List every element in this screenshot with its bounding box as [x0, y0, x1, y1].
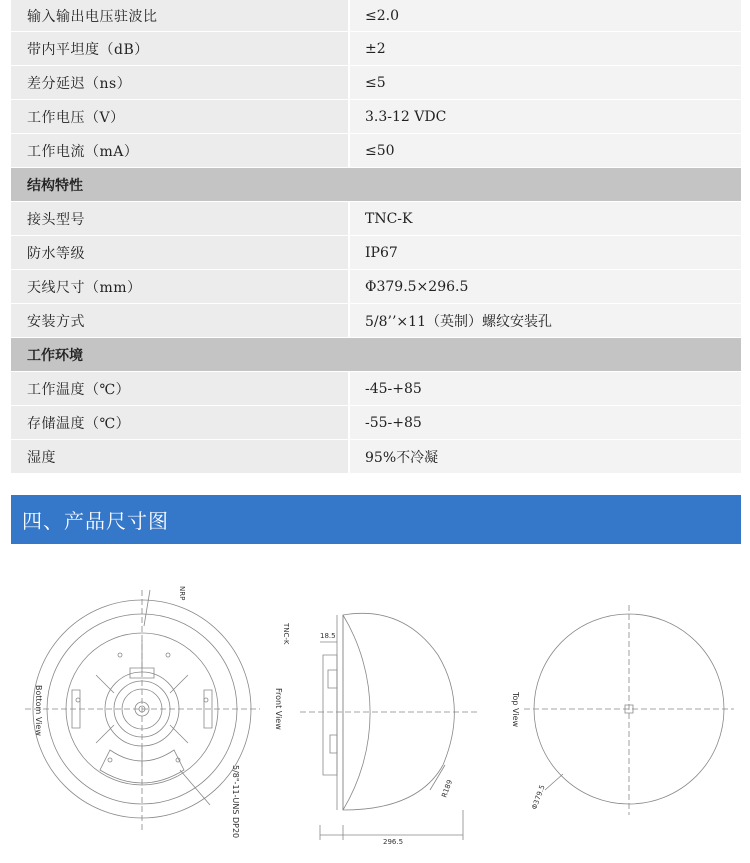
spec-value: ≤2.0 [350, 0, 741, 31]
spec-row [11, 270, 741, 304]
spec-value: Φ379.5×296.5 [350, 270, 741, 303]
top-view-drawing [524, 605, 734, 815]
spec-value: TNC-K [350, 202, 741, 235]
spec-value: ±2 [350, 32, 741, 65]
spec-key: 天线尺寸（mm） [11, 270, 348, 303]
spec-key: 安装方式 [11, 304, 348, 337]
dim-width: 296.5 [383, 838, 404, 846]
top-view-label: Top View [511, 692, 520, 728]
spec-value: IP67 [350, 236, 741, 269]
spec-row [11, 236, 741, 270]
spec-key: 差分延迟（ns） [11, 66, 348, 99]
thread-label: 5/8"-11-UNS DP20 [231, 765, 240, 839]
spec-row [11, 0, 741, 32]
spec-row [11, 32, 741, 66]
spec-value: ≤5 [350, 66, 741, 99]
spec-value: -55-+85 [350, 406, 741, 439]
spec-row [11, 100, 741, 134]
spec-key: 工作电压（V） [11, 100, 348, 133]
connector-label: TNC-K [282, 623, 290, 645]
bottom-view-drawing [25, 590, 260, 830]
spec-value: ≤50 [350, 134, 741, 167]
section-header-label: 工作环境 [27, 347, 83, 364]
dim-18-5: 18.5 [320, 632, 336, 640]
dim-radius: R189 [440, 778, 455, 799]
spec-section-header [11, 168, 741, 202]
north-label: NRP [178, 586, 186, 601]
spec-value: 5/8’’×11（英制）螺纹安装孔 [350, 304, 741, 337]
spec-row [11, 440, 741, 474]
spec-row [11, 406, 741, 440]
spec-key: 湿度 [11, 440, 348, 473]
spec-value: -45-+85 [350, 372, 741, 405]
section-header-label: 结构特性 [27, 177, 83, 194]
spec-row [11, 134, 741, 168]
spec-key: 接头型号 [11, 202, 348, 235]
spec-row [11, 372, 741, 406]
spec-key: 存储温度（℃） [11, 406, 348, 439]
front-view-drawing [300, 613, 480, 840]
spec-row [11, 202, 741, 236]
front-view-label: Front View [274, 688, 283, 730]
spec-key: 工作温度（℃） [11, 372, 348, 405]
spec-key: 工作电流（mA） [11, 134, 348, 167]
spec-row [11, 66, 741, 100]
section-title-bar [11, 495, 741, 544]
spec-value: 95%不冷凝 [350, 440, 741, 473]
spec-value: 3.3-12 VDC [350, 100, 741, 133]
dim-diameter: Φ379.5 [530, 783, 547, 811]
spec-key: 防水等级 [11, 236, 348, 269]
bottom-view-label: Bottom View [34, 685, 43, 736]
spec-row [11, 304, 741, 338]
section-title: 四、产品尺寸图 [22, 509, 169, 533]
spec-key: 带内平坦度（dB） [11, 32, 348, 65]
dimension-drawing [0, 560, 750, 863]
spec-key: 输入输出电压驻波比 [11, 0, 348, 31]
spec-section-header [11, 338, 741, 372]
spec-table [11, 0, 741, 474]
